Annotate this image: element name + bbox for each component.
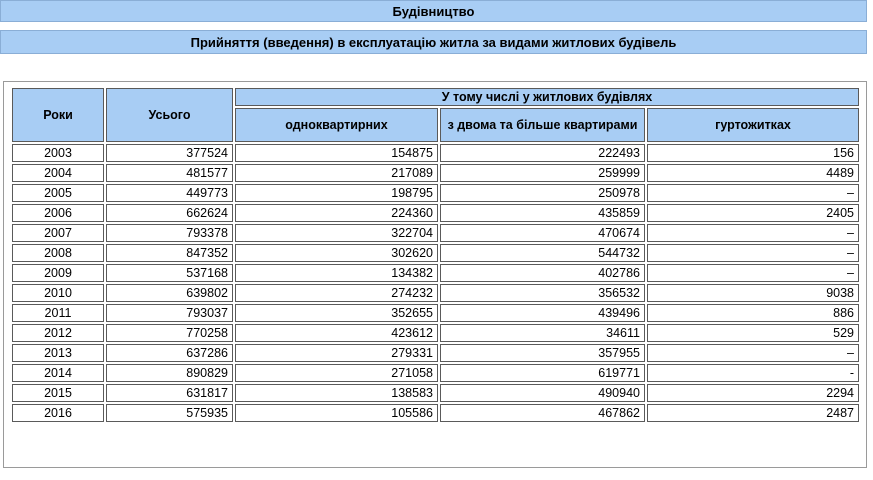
- table-row: [12, 344, 859, 362]
- housing-table: [10, 86, 861, 424]
- cell-multi-apartment: 259999: [440, 164, 645, 182]
- header-group-residential: У тому числі у житлових будівлях: [235, 88, 859, 106]
- cell-single-apartment: 105586: [235, 404, 438, 422]
- cell-year: 2004: [12, 164, 104, 182]
- cell-multi-apartment: 467862: [440, 404, 645, 422]
- cell-dormitories: 2405: [647, 204, 859, 222]
- table-row: [12, 264, 859, 282]
- cell-year: 2010: [12, 284, 104, 302]
- table-row: [12, 364, 859, 382]
- cell-year: 2005: [12, 184, 104, 202]
- cell-total: 639802: [106, 284, 233, 302]
- table-caption: Прийняття (введення) в експлуатацію житла за видами житлових будівель: [0, 30, 867, 54]
- cell-dormitories: 4489: [647, 164, 859, 182]
- cell-dormitories: –: [647, 344, 859, 362]
- cell-total: 847352: [106, 244, 233, 262]
- cell-single-apartment: 322704: [235, 224, 438, 242]
- cell-total: 770258: [106, 324, 233, 342]
- table-row: [12, 204, 859, 222]
- cell-multi-apartment: 356532: [440, 284, 645, 302]
- cell-dormitories: 529: [647, 324, 859, 342]
- cell-total: 575935: [106, 404, 233, 422]
- cell-multi-apartment: 619771: [440, 364, 645, 382]
- cell-dormitories: 9038: [647, 284, 859, 302]
- table-row: [12, 284, 859, 302]
- cell-dormitories: 2487: [647, 404, 859, 422]
- cell-single-apartment: 217089: [235, 164, 438, 182]
- cell-year: 2007: [12, 224, 104, 242]
- table-row: [12, 244, 859, 262]
- cell-single-apartment: 274232: [235, 284, 438, 302]
- cell-dormitories: –: [647, 264, 859, 282]
- table-row: [12, 324, 859, 342]
- header-years: Роки: [12, 88, 104, 142]
- cell-multi-apartment: 435859: [440, 204, 645, 222]
- cell-dormitories: –: [647, 224, 859, 242]
- header-total: Усього: [106, 88, 233, 142]
- table-row: [12, 384, 859, 402]
- cell-total: 449773: [106, 184, 233, 202]
- cell-multi-apartment: 439496: [440, 304, 645, 322]
- cell-single-apartment: 198795: [235, 184, 438, 202]
- cell-multi-apartment: 470674: [440, 224, 645, 242]
- cell-total: 662624: [106, 204, 233, 222]
- table-row: [12, 404, 859, 422]
- cell-total: 890829: [106, 364, 233, 382]
- table-row: [12, 164, 859, 182]
- table-row: [12, 304, 859, 322]
- cell-single-apartment: 224360: [235, 204, 438, 222]
- cell-single-apartment: 352655: [235, 304, 438, 322]
- cell-multi-apartment: 222493: [440, 144, 645, 162]
- cell-single-apartment: 138583: [235, 384, 438, 402]
- table-row: [12, 144, 859, 162]
- cell-dormitories: –: [647, 244, 859, 262]
- cell-total: 637286: [106, 344, 233, 362]
- cell-multi-apartment: 250978: [440, 184, 645, 202]
- cell-total: 537168: [106, 264, 233, 282]
- cell-multi-apartment: 490940: [440, 384, 645, 402]
- cell-total: 481577: [106, 164, 233, 182]
- cell-dormitories: 2294: [647, 384, 859, 402]
- table-row: [12, 224, 859, 242]
- cell-multi-apartment: 357955: [440, 344, 645, 362]
- cell-single-apartment: 271058: [235, 364, 438, 382]
- cell-dormitories: 886: [647, 304, 859, 322]
- cell-single-apartment: 302620: [235, 244, 438, 262]
- header-dormitories: гуртожитках: [647, 108, 859, 142]
- cell-dormitories: 156: [647, 144, 859, 162]
- cell-total: 793378: [106, 224, 233, 242]
- cell-year: 2008: [12, 244, 104, 262]
- cell-year: 2006: [12, 204, 104, 222]
- cell-multi-apartment: 402786: [440, 264, 645, 282]
- cell-year: 2003: [12, 144, 104, 162]
- cell-total: 793037: [106, 304, 233, 322]
- cell-dormitories: –: [647, 184, 859, 202]
- cell-year: 2011: [12, 304, 104, 322]
- table-row: [12, 184, 859, 202]
- section-title: Будівництво: [0, 0, 867, 22]
- table-container: [3, 81, 867, 468]
- cell-total: 377524: [106, 144, 233, 162]
- cell-single-apartment: 279331: [235, 344, 438, 362]
- cell-dormitories: -: [647, 364, 859, 382]
- cell-year: 2016: [12, 404, 104, 422]
- header-multi-apartment: з двома та більше квартирами: [440, 108, 645, 142]
- header-single-apartment: одноквартирних: [235, 108, 438, 142]
- cell-year: 2014: [12, 364, 104, 382]
- cell-single-apartment: 423612: [235, 324, 438, 342]
- cell-multi-apartment: 544732: [440, 244, 645, 262]
- cell-total: 631817: [106, 384, 233, 402]
- cell-year: 2013: [12, 344, 104, 362]
- cell-single-apartment: 154875: [235, 144, 438, 162]
- cell-year: 2012: [12, 324, 104, 342]
- cell-multi-apartment: 34611: [440, 324, 645, 342]
- cell-single-apartment: 134382: [235, 264, 438, 282]
- cell-year: 2009: [12, 264, 104, 282]
- cell-year: 2015: [12, 384, 104, 402]
